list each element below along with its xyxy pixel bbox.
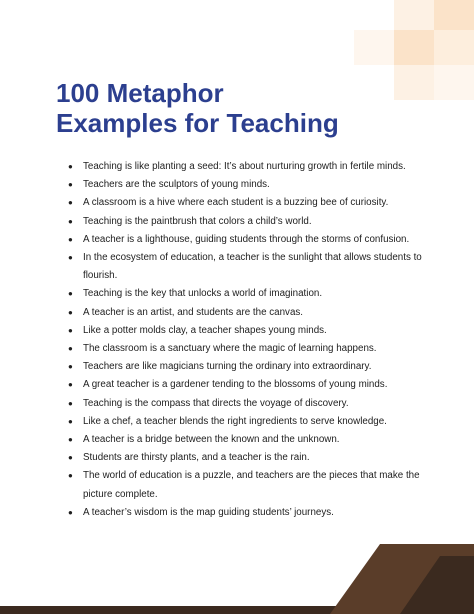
bullet-icon: ● [68, 398, 73, 408]
list-item-text: Teaching is the key that unlocks a world of imagination. [83, 288, 323, 300]
deco-tile [354, 30, 394, 65]
list-item-text: Teaching is the paintbrush that colors a child’s world. [83, 215, 312, 227]
page-title [56, 78, 339, 138]
title-line-2: Examples for Teaching [56, 108, 339, 138]
list-item-text: The world of education is a puzzle, and teachers are the pieces that make the [83, 470, 420, 482]
list-item-text: A teacher is an artist, and students are the canvas. [83, 306, 304, 318]
list-item [56, 376, 416, 394]
title-line-1: 100 Metaphor [56, 78, 224, 108]
bullet-icon: ● [68, 253, 73, 263]
bullet-icon: ● [68, 289, 73, 299]
list-item [56, 176, 416, 194]
list-item [56, 322, 416, 340]
list-item-text: picture complete. [83, 488, 158, 500]
list-item-text: A teacher is a bridge between the known and the unknown. [83, 434, 340, 446]
list-item [56, 413, 416, 431]
list-item [56, 431, 416, 449]
corner-decoration [344, 0, 474, 100]
bullet-icon: ● [68, 362, 73, 372]
list-item [56, 304, 416, 322]
deco-tile [394, 65, 434, 100]
list-item-text: Teaching is like planting a seed: It’s about nurturing growth in fertile minds. [83, 161, 406, 172]
list-item-text: Like a chef, a teacher blends the right ingredients to serve knowledge. [83, 415, 387, 427]
list-item-text: Teachers are the sculptors of young minds. [83, 179, 270, 191]
deco-tile [434, 30, 474, 65]
bullet-icon: ● [68, 180, 73, 190]
bullet-icon: ● [68, 416, 73, 426]
bullet-icon: ● [68, 471, 73, 481]
bullet-icon: ● [68, 507, 73, 517]
deco-tile [434, 65, 474, 100]
deco-tile [394, 30, 434, 65]
list-item [56, 395, 416, 413]
list-item-text: A teacher is a lighthouse, guiding students through the storms of confusion. [83, 233, 410, 245]
list-item-text: Teachers are like magicians turning the ordinary into extraordinary. [83, 361, 372, 373]
list-item-text: flourish. [83, 270, 118, 282]
bullet-icon: ● [68, 325, 73, 335]
bullet-icon: ● [68, 216, 73, 226]
list-item [56, 194, 416, 212]
deco-tile [434, 0, 474, 30]
metaphor-list [56, 158, 422, 522]
list-item [56, 358, 416, 376]
deco-tile [394, 0, 434, 30]
list-item-text: A classroom is a hive where each student is a buzzing bee of curiosity. [83, 197, 389, 209]
list-item [56, 340, 416, 358]
bullet-icon: ● [68, 435, 73, 445]
list-item-text: A teacher’s wisdom is the map guiding students’ journeys. [83, 506, 334, 518]
bullet-icon: ● [68, 453, 73, 463]
list-item [56, 213, 416, 231]
bullet-icon: ● [68, 162, 73, 171]
list-item [56, 231, 416, 249]
list-item-text: In the ecosystem of education, a teacher is the sunlight that allows students to [83, 252, 422, 264]
bullet-icon: ● [68, 344, 73, 354]
list-item [56, 504, 416, 522]
list-item-text: Like a potter molds clay, a teacher shapes young minds. [83, 324, 327, 336]
list-item [56, 285, 416, 303]
bullet-icon: ● [68, 380, 73, 390]
bullet-icon: ● [68, 198, 73, 208]
list-item-text: Students are thirsty plants, and a teacher is the rain. [83, 452, 310, 464]
list-item [56, 158, 416, 176]
list-item [56, 249, 422, 285]
bullet-icon: ● [68, 234, 73, 244]
list-item [56, 449, 416, 467]
list-item [56, 467, 420, 503]
list-item-text: Teaching is the compass that directs the voyage of discovery. [83, 397, 349, 409]
list-item-text: The classroom is a sanctuary where the magic of learning happens. [83, 343, 377, 355]
bullet-icon: ● [68, 307, 73, 317]
bottom-decoration [0, 544, 474, 614]
list-item-text: A great teacher is a gardener tending to the blossoms of young minds. [83, 379, 388, 391]
